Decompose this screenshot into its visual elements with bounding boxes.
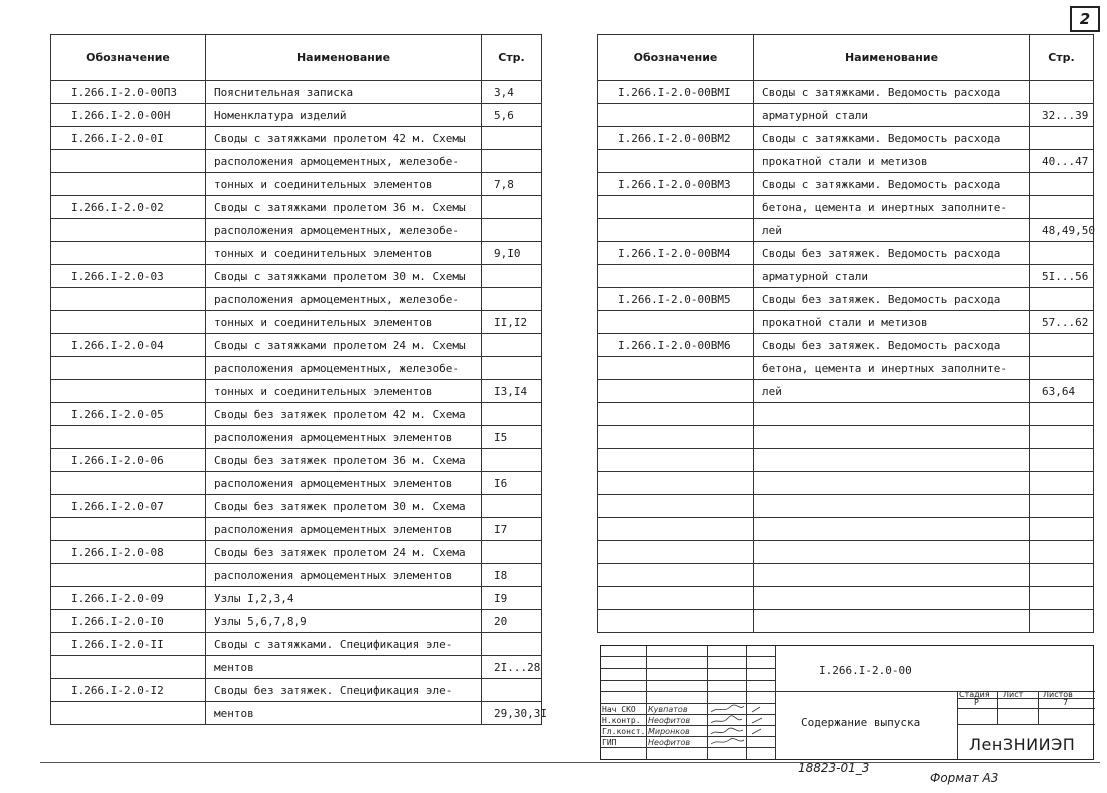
page-cell <box>1030 541 1094 564</box>
designation-cell: I.266.I-2.0-08 <box>51 541 206 564</box>
table-row <box>598 150 1094 173</box>
table-row <box>598 610 1094 633</box>
name-cell <box>754 426 1030 449</box>
designation-cell <box>51 426 206 449</box>
designation-cell <box>598 610 754 633</box>
contents-table-left <box>50 34 547 725</box>
table-row <box>51 679 542 702</box>
table-row <box>598 81 1094 104</box>
table-row <box>51 334 542 357</box>
scan-edge-line <box>40 762 1100 763</box>
page-cell <box>1030 495 1094 518</box>
page-cell: 9,I0 <box>482 242 542 265</box>
page-cell <box>1030 518 1094 541</box>
table-row <box>51 242 542 265</box>
name-cell: ментов <box>206 656 482 679</box>
page-cell <box>1030 610 1094 633</box>
table-row <box>51 311 542 334</box>
page-cell <box>482 495 542 518</box>
name-cell: расположения армоцементных, железобе- <box>206 150 482 173</box>
name-cell: лей <box>754 219 1030 242</box>
name-cell: арматурной стали <box>754 104 1030 127</box>
page-cell: 57...62 <box>1030 311 1094 334</box>
name-cell: Номенклатура изделий <box>206 104 482 127</box>
page-cell: II,I2 <box>482 311 542 334</box>
name-cell: Своды с затяжками. Ведомость расхода <box>754 127 1030 150</box>
name-cell: Своды без затяжек. Ведомость расхода <box>754 334 1030 357</box>
page-cell: 40...47 <box>1030 150 1094 173</box>
table-row <box>598 196 1094 219</box>
name-cell: лей <box>754 380 1030 403</box>
organization-name: ЛенЗНИИЭП <box>969 735 1076 754</box>
table-row <box>51 127 542 150</box>
page-cell <box>482 633 542 656</box>
stage-value: Р <box>974 698 979 707</box>
header-designation: Обозначение <box>598 35 754 81</box>
designation-cell <box>51 357 206 380</box>
page-cell <box>1030 472 1094 495</box>
table-row <box>51 104 542 127</box>
table-row <box>51 518 542 541</box>
designation-cell <box>598 357 754 380</box>
sheet-label: Лист <box>1003 690 1024 699</box>
name-cell: ментов <box>206 702 482 725</box>
designation-cell: I.266.I-2.0-00Н <box>51 104 206 127</box>
name-cell <box>754 564 1030 587</box>
table-row <box>598 564 1094 587</box>
name-cell: тонных и соединительных элементов <box>206 173 482 196</box>
designation-cell <box>598 495 754 518</box>
name-cell: расположения армоцементных, железобе- <box>206 357 482 380</box>
sheet-format: Формат А3 <box>930 771 999 785</box>
designation-cell: I.266.I-2.0-I2 <box>51 679 206 702</box>
name-cell: Узлы I,2,3,4 <box>206 587 482 610</box>
page-cell <box>1030 357 1094 380</box>
contents-table-right <box>597 34 1094 633</box>
table-row <box>51 633 542 656</box>
page-cell: 29,30,3I <box>482 702 542 725</box>
name-cell: расположения армоцементных элементов <box>206 564 482 587</box>
name-cell: Своды без затяжек. Ведомость расхода <box>754 288 1030 311</box>
page-cell <box>1030 127 1094 150</box>
page-cell: 2I...28 <box>482 656 542 679</box>
table-row <box>51 173 542 196</box>
designation-cell <box>598 311 754 334</box>
name-cell: прокатной стали и метизов <box>754 311 1030 334</box>
inventory-number: 18823-01_3 <box>798 761 870 775</box>
table-row <box>51 495 542 518</box>
page-cell: I5 <box>482 426 542 449</box>
document-code: I.266.I-2.0-00 <box>819 664 912 677</box>
page-cell <box>1030 587 1094 610</box>
table-row <box>598 518 1094 541</box>
table-row <box>51 449 542 472</box>
name-cell: бетона, цемента и инертных заполните- <box>754 357 1030 380</box>
table-row <box>51 403 542 426</box>
page-cell <box>482 196 542 219</box>
page-cell: 7,8 <box>482 173 542 196</box>
table-row <box>598 495 1094 518</box>
name-cell <box>754 403 1030 426</box>
designation-cell <box>51 219 206 242</box>
page-cell <box>1030 403 1094 426</box>
page-cell: 32...39 <box>1030 104 1094 127</box>
designation-cell: I.266.I-2.0-00ВМ5 <box>598 288 754 311</box>
designation-cell: I.266.I-2.0-0I <box>51 127 206 150</box>
designation-cell: I.266.I-2.0-00ВМ3 <box>598 173 754 196</box>
designation-cell <box>598 265 754 288</box>
page-cell <box>1030 334 1094 357</box>
table-row <box>598 104 1094 127</box>
page-cell: 5I...56 <box>1030 265 1094 288</box>
table-row <box>598 541 1094 564</box>
page-cell: 3,4 <box>482 81 542 104</box>
table-row <box>51 587 542 610</box>
name-cell: Своды с затяжками пролетом 24 м. Схемы <box>206 334 482 357</box>
header-page: Стр. <box>1030 35 1094 81</box>
page-cell <box>1030 426 1094 449</box>
name-cell: арматурной стали <box>754 265 1030 288</box>
page-cell <box>1030 196 1094 219</box>
name-cell: бетона, цемента и инертных заполните- <box>754 196 1030 219</box>
name-cell <box>754 587 1030 610</box>
signature-name: Неофитов <box>648 716 691 725</box>
table-row <box>51 219 542 242</box>
designation-cell: I.266.I-2.0-05 <box>51 403 206 426</box>
name-cell: Своды с затяжками. Спецификация эле- <box>206 633 482 656</box>
table-row <box>598 472 1094 495</box>
page-cell <box>482 449 542 472</box>
designation-cell <box>51 242 206 265</box>
signature-name: Неофитов <box>648 738 691 747</box>
designation-cell <box>51 472 206 495</box>
signature-role: ГИП <box>602 738 617 747</box>
name-cell: тонных и соединительных элементов <box>206 242 482 265</box>
designation-cell <box>598 449 754 472</box>
signature-role: Гл.конст. <box>602 727 646 736</box>
name-cell: Своды с затяжками пролетом 36 м. Схемы <box>206 196 482 219</box>
table-row <box>51 196 542 219</box>
page-cell <box>1030 288 1094 311</box>
page-cell <box>482 150 542 173</box>
designation-cell <box>51 150 206 173</box>
table-row <box>598 288 1094 311</box>
designation-cell: I.266.I-2.0-06 <box>51 449 206 472</box>
table-row <box>598 426 1094 449</box>
signature-name: Миронков <box>648 727 690 736</box>
name-cell: расположения армоцементных элементов <box>206 518 482 541</box>
designation-cell <box>598 403 754 426</box>
name-cell <box>754 518 1030 541</box>
designation-cell: I.266.I-2.0-02 <box>51 196 206 219</box>
designation-cell: I.266.I-2.0-07 <box>51 495 206 518</box>
table-row <box>598 449 1094 472</box>
name-cell: Своды с затяжками. Ведомость расхода <box>754 81 1030 104</box>
name-cell: Своды без затяжек пролетом 36 м. Схема <box>206 449 482 472</box>
designation-cell: I.266.I-2.0-II <box>51 633 206 656</box>
page-cell: 63,64 <box>1030 380 1094 403</box>
name-cell: Своды без затяжек. Спецификация эле- <box>206 679 482 702</box>
table-row <box>51 472 542 495</box>
designation-cell <box>51 564 206 587</box>
page-cell <box>1030 81 1094 104</box>
designation-cell <box>51 656 206 679</box>
header-designation: Обозначение <box>51 35 206 81</box>
table-row <box>598 127 1094 150</box>
document-title: Содержание выпуска <box>801 716 921 729</box>
page-cell <box>482 265 542 288</box>
designation-cell: I.266.I-2.0-03 <box>51 265 206 288</box>
stage-label: Стадия <box>959 690 990 699</box>
designation-cell <box>598 219 754 242</box>
designation-cell: I.266.I-2.0-00ВМ4 <box>598 242 754 265</box>
designation-cell <box>598 518 754 541</box>
designation-cell: I.266.I-2.0-04 <box>51 334 206 357</box>
designation-cell <box>598 472 754 495</box>
designation-cell <box>51 702 206 725</box>
designation-cell <box>51 311 206 334</box>
table-row <box>598 219 1094 242</box>
name-cell: расположения армоцементных, железобе- <box>206 288 482 311</box>
page-cell <box>482 403 542 426</box>
page-cell: I3,I4 <box>482 380 542 403</box>
page-cell: 20 <box>482 610 542 633</box>
page-cell: I8 <box>482 564 542 587</box>
page-cell <box>1030 242 1094 265</box>
sheets-label: Листов <box>1043 690 1073 699</box>
table-row <box>598 587 1094 610</box>
designation-cell: I.266.I-2.0-00ВМ6 <box>598 334 754 357</box>
header-name: Наименование <box>206 35 482 81</box>
table-row <box>598 265 1094 288</box>
page-cell <box>482 219 542 242</box>
signature-name: Кувпатов <box>648 705 688 714</box>
designation-cell <box>598 104 754 127</box>
designation-cell: I.266.I-2.0-I0 <box>51 610 206 633</box>
designation-cell <box>51 288 206 311</box>
designation-cell <box>598 426 754 449</box>
table-row <box>51 150 542 173</box>
page-cell <box>482 127 542 150</box>
name-cell: Своды без затяжек пролетом 42 м. Схема <box>206 403 482 426</box>
table-row <box>51 541 542 564</box>
table-row <box>598 311 1094 334</box>
page-cell <box>1030 449 1094 472</box>
table-row <box>598 357 1094 380</box>
page-cell <box>482 541 542 564</box>
table-header-row <box>51 35 542 81</box>
name-cell <box>754 449 1030 472</box>
designation-cell <box>598 564 754 587</box>
designation-cell <box>598 196 754 219</box>
designation-cell <box>51 173 206 196</box>
table-row <box>598 380 1094 403</box>
header-name: Наименование <box>754 35 1030 81</box>
page-cell <box>482 288 542 311</box>
table-row <box>598 334 1094 357</box>
table-row <box>598 242 1094 265</box>
table-header-row <box>598 35 1094 81</box>
signature-role: Нач СКО <box>602 705 636 714</box>
name-cell: Своды без затяжек. Ведомость расхода <box>754 242 1030 265</box>
table-row <box>51 380 542 403</box>
sheets-value: 7 <box>1063 698 1069 707</box>
table-row <box>51 610 542 633</box>
table-row <box>51 265 542 288</box>
designation-cell <box>51 518 206 541</box>
sheet-number: 2 <box>1070 6 1100 32</box>
page-cell <box>482 334 542 357</box>
name-cell: Своды без затяжек пролетом 24 м. Схема <box>206 541 482 564</box>
name-cell: Своды с затяжками пролетом 30 м. Схемы <box>206 265 482 288</box>
name-cell: Своды с затяжками пролетом 42 м. Схемы <box>206 127 482 150</box>
designation-cell <box>51 380 206 403</box>
designation-cell <box>598 150 754 173</box>
table-row <box>51 564 542 587</box>
name-cell: прокатной стали и метизов <box>754 150 1030 173</box>
designation-cell: I.266.I-2.0-00ВМI <box>598 81 754 104</box>
designation-cell: I.266.I-2.0-00ПЗ <box>51 81 206 104</box>
page-cell <box>1030 564 1094 587</box>
page-cell: I6 <box>482 472 542 495</box>
table-row <box>51 357 542 380</box>
page-cell <box>1030 173 1094 196</box>
page-cell <box>482 357 542 380</box>
name-cell <box>754 495 1030 518</box>
name-cell: Своды с затяжками. Ведомость расхода <box>754 173 1030 196</box>
name-cell: расположения армоцементных, железобе- <box>206 219 482 242</box>
page-cell: I7 <box>482 518 542 541</box>
page-cell: 48,49,50 <box>1030 219 1094 242</box>
table-row <box>598 173 1094 196</box>
table-row <box>51 702 542 725</box>
name-cell: Узлы 5,6,7,8,9 <box>206 610 482 633</box>
page-cell: I9 <box>482 587 542 610</box>
name-cell <box>754 472 1030 495</box>
table-row <box>598 403 1094 426</box>
designation-cell: I.266.I-2.0-00ВМ2 <box>598 127 754 150</box>
page-cell <box>482 679 542 702</box>
table-row <box>51 81 542 104</box>
header-page: Стр. <box>482 35 542 81</box>
designation-cell: I.266.I-2.0-09 <box>51 587 206 610</box>
designation-cell <box>598 541 754 564</box>
name-cell: Пояснительная записка <box>206 81 482 104</box>
designation-cell <box>598 587 754 610</box>
table-row <box>51 656 542 679</box>
name-cell: Своды без затяжек пролетом 30 м. Схема <box>206 495 482 518</box>
handwritten-signatures <box>708 703 774 747</box>
name-cell <box>754 610 1030 633</box>
name-cell <box>754 541 1030 564</box>
page-cell: 5,6 <box>482 104 542 127</box>
table-row <box>51 426 542 449</box>
name-cell: расположения армоцементных элементов <box>206 472 482 495</box>
name-cell: расположения армоцементных элементов <box>206 426 482 449</box>
title-block <box>600 645 1094 760</box>
designation-cell <box>598 380 754 403</box>
name-cell: тонных и соединительных элементов <box>206 380 482 403</box>
name-cell: тонных и соединительных элементов <box>206 311 482 334</box>
table-row <box>51 288 542 311</box>
signature-role: Н.контр. <box>602 716 641 725</box>
